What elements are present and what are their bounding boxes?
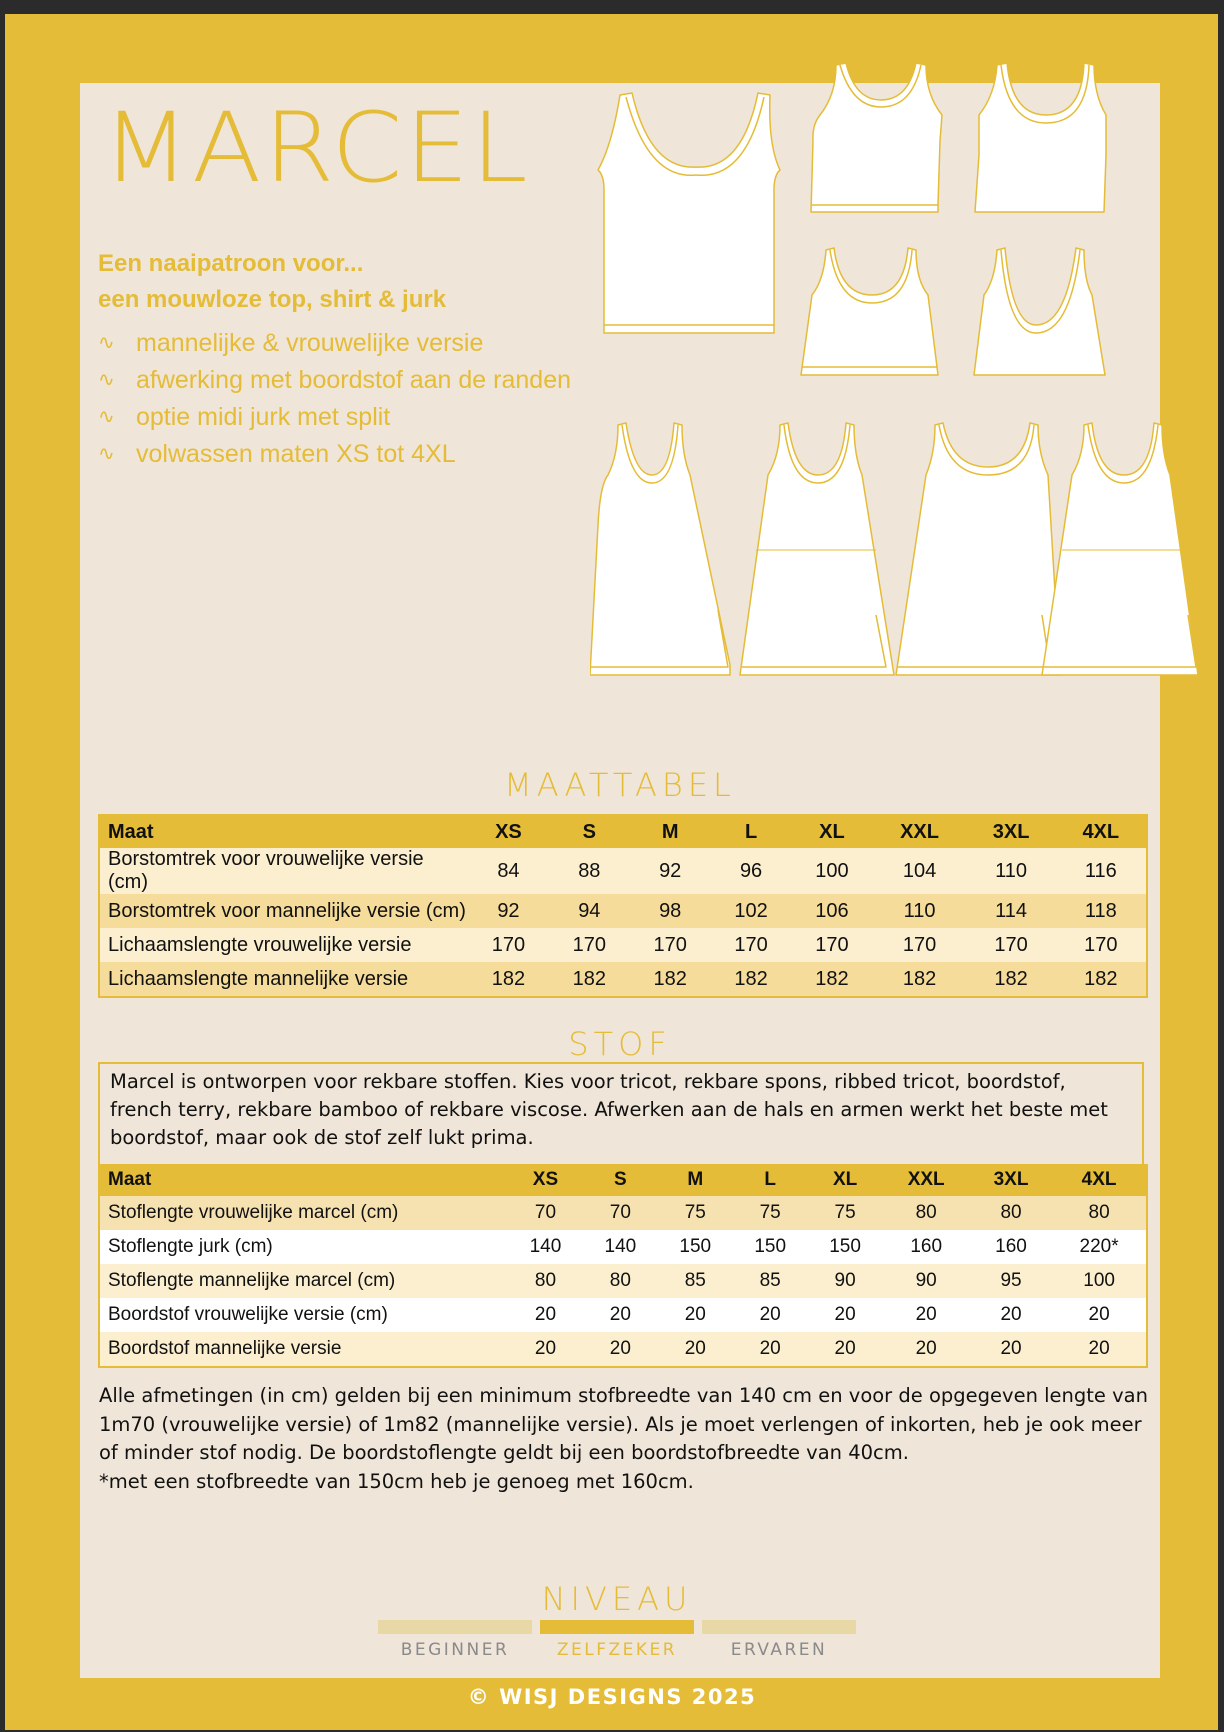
- table-cell: 85: [658, 1264, 733, 1298]
- table-cell: 20: [583, 1332, 658, 1367]
- table-cell: 140: [508, 1230, 583, 1264]
- garment-illustrations: [590, 55, 1200, 755]
- table-cell: 170: [792, 928, 873, 962]
- table-cell: Stoflengte jurk (cm): [99, 1230, 508, 1264]
- level-zelfzeker: [540, 1620, 694, 1660]
- table-cell: 90: [883, 1264, 970, 1298]
- table-cell: 20: [508, 1332, 583, 1367]
- wave-bullet-icon: ∿: [98, 406, 115, 428]
- mens-dress-back-illustration: [1042, 423, 1198, 675]
- table-cell: 92: [468, 894, 549, 928]
- table-cell: 170: [630, 928, 711, 962]
- fabric-footnote: *met een stofbreedte van 150cm heb je genoeg met 160cm.: [99, 1469, 694, 1493]
- table-header-cell: 4XL: [1056, 815, 1147, 848]
- feature-item: ∿ mannelijke & vrouwelijke versie: [98, 325, 571, 362]
- table-header-cell: 3XL: [967, 815, 1056, 848]
- table-header-row: [99, 1164, 1147, 1196]
- table-row: [99, 962, 1147, 997]
- table-cell: 20: [1052, 1332, 1147, 1367]
- table-cell: 160: [883, 1230, 970, 1264]
- level-indicator: [378, 1620, 856, 1660]
- level-label: ERVAREN: [730, 1640, 828, 1660]
- table-cell: 95: [970, 1264, 1052, 1298]
- table-header-cell: M: [658, 1164, 733, 1196]
- table-row: [99, 928, 1147, 962]
- table-header-cell: XS: [468, 815, 549, 848]
- table-cell: 20: [658, 1298, 733, 1332]
- dress-split-illustration: [590, 423, 730, 675]
- table-cell: Boordstof mannelijke versie: [99, 1332, 508, 1367]
- table-cell: 100: [1052, 1264, 1147, 1298]
- table-row: [99, 1196, 1147, 1230]
- table-row: [99, 1230, 1147, 1264]
- table-cell: 84: [468, 848, 549, 894]
- wave-bullet-icon: ∿: [98, 443, 115, 465]
- table-cell: 70: [508, 1196, 583, 1230]
- table-cell: 92: [630, 848, 711, 894]
- fabric-table: [98, 1164, 1148, 1368]
- table-header-row: [99, 815, 1147, 848]
- table-header-cell: S: [549, 815, 630, 848]
- table-cell: 80: [970, 1196, 1052, 1230]
- table-cell: 150: [658, 1230, 733, 1264]
- table-cell: 20: [583, 1298, 658, 1332]
- table-cell: 20: [883, 1298, 970, 1332]
- table-cell: 160: [970, 1230, 1052, 1264]
- copyright-footer: © WISJ DESIGNS 2025: [467, 1685, 757, 1709]
- table-cell: 20: [733, 1298, 808, 1332]
- table-header-cell: XL: [808, 1164, 883, 1196]
- table-cell: 102: [711, 894, 792, 928]
- table-cell: 140: [583, 1230, 658, 1264]
- table-header-cell: XXL: [883, 1164, 970, 1196]
- table-cell: 20: [808, 1298, 883, 1332]
- table-header-cell: L: [711, 815, 792, 848]
- table-cell: 98: [630, 894, 711, 928]
- table-cell: 104: [872, 848, 966, 894]
- table-header-cell: M: [630, 815, 711, 848]
- level-bar: [378, 1620, 532, 1634]
- table-cell: 182: [1056, 962, 1147, 997]
- table-row: [99, 1332, 1147, 1367]
- table-header-cell: 4XL: [1052, 1164, 1147, 1196]
- table-cell: 20: [883, 1332, 970, 1367]
- level-beginner: [378, 1620, 532, 1660]
- table-header-cell: S: [583, 1164, 658, 1196]
- table-cell: 94: [549, 894, 630, 928]
- table-cell: 150: [733, 1230, 808, 1264]
- table-cell: 80: [1052, 1196, 1147, 1230]
- fabric-note: Alle afmetingen (in cm) gelden bij een minimum stofbreedte van 140 cm en voor de opgegeven lengte van 1m70 (vrouwelijke versie) of 1m82 (mannelijke versie). Als je moet verlengen of inkorten, heb je ook meer of minder stof nodig. De boordstoflengte geldt bij een boordstofbreedte van 40cm.: [99, 1384, 1148, 1464]
- table-cell: 170: [711, 928, 792, 962]
- table-cell: 20: [733, 1332, 808, 1367]
- size-table: [98, 814, 1148, 998]
- fabric-notes: [99, 1382, 1159, 1496]
- table-cell: 80: [883, 1196, 970, 1230]
- table-cell: Boordstof vrouwelijke versie (cm): [99, 1298, 508, 1332]
- table-cell: 20: [808, 1332, 883, 1367]
- table-cell: 20: [1052, 1298, 1147, 1332]
- table-cell: 110: [967, 848, 1056, 894]
- womens-shirt-illustration: [801, 248, 938, 375]
- table-cell: 110: [872, 894, 966, 928]
- mens-tank-illustration: [598, 93, 780, 333]
- level-bar: [702, 1620, 856, 1634]
- table-cell: 118: [1056, 894, 1147, 928]
- table-cell: 182: [630, 962, 711, 997]
- table-cell: 20: [658, 1332, 733, 1367]
- table-header-cell: L: [733, 1164, 808, 1196]
- table-cell: 100: [792, 848, 873, 894]
- womens-top-back-illustration: [975, 63, 1106, 212]
- table-cell: Lichaamslengte mannelijke versie: [99, 962, 468, 997]
- level-title: NIVEAU: [541, 1580, 693, 1618]
- level-bar-selected: [540, 1620, 694, 1634]
- table-cell: 85: [733, 1264, 808, 1298]
- table-cell: 150: [808, 1230, 883, 1264]
- size-table-title: MAATTABEL: [504, 766, 736, 804]
- table-header-cell: XXL: [872, 815, 966, 848]
- subtitle-line-2: een mouwloze top, shirt & jurk: [98, 286, 447, 313]
- table-row: [99, 848, 1147, 894]
- table-header-cell: Maat: [99, 815, 468, 848]
- table-cell: Borstomtrek voor vrouwelijke versie (cm): [99, 848, 468, 894]
- table-header-cell: XL: [792, 815, 873, 848]
- table-cell: Borstomtrek voor mannelijke versie (cm): [99, 894, 468, 928]
- subtitle: [98, 246, 446, 318]
- table-cell: 170: [967, 928, 1056, 962]
- level-ervaren: [702, 1620, 856, 1660]
- table-cell: 182: [872, 962, 966, 997]
- level-label: BEGINNER: [400, 1640, 510, 1660]
- subtitle-line-1: Een naaipatroon voor...: [98, 250, 364, 277]
- table-cell: 80: [583, 1264, 658, 1298]
- table-cell: 182: [549, 962, 630, 997]
- table-cell: 182: [468, 962, 549, 997]
- feature-item: ∿ volwassen maten XS tot 4XL: [98, 436, 571, 473]
- table-cell: 75: [808, 1196, 883, 1230]
- table-cell: 220*: [1052, 1230, 1147, 1264]
- table-header-cell: Maat: [99, 1164, 508, 1196]
- table-cell: 88: [549, 848, 630, 894]
- table-cell: 20: [970, 1332, 1052, 1367]
- table-cell: 182: [711, 962, 792, 997]
- page-title: MARCEL: [102, 92, 530, 204]
- table-cell: 90: [808, 1264, 883, 1298]
- table-cell: 106: [792, 894, 873, 928]
- table-cell: 116: [1056, 848, 1147, 894]
- table-cell: 170: [1056, 928, 1147, 962]
- table-row: [99, 1298, 1147, 1332]
- wave-bullet-icon: ∿: [98, 332, 115, 354]
- table-cell: 182: [792, 962, 873, 997]
- wave-bullet-icon: ∿: [98, 369, 115, 391]
- table-cell: 170: [872, 928, 966, 962]
- table-cell: 96: [711, 848, 792, 894]
- table-cell: 80: [508, 1264, 583, 1298]
- table-cell: 20: [970, 1298, 1052, 1332]
- feature-list: [98, 325, 571, 473]
- table-cell: 182: [967, 962, 1056, 997]
- table-cell: 70: [583, 1196, 658, 1230]
- table-cell: Lichaamslengte vrouwelijke versie: [99, 928, 468, 962]
- table-cell: 170: [468, 928, 549, 962]
- table-header-cell: 3XL: [970, 1164, 1052, 1196]
- mens-dress-illustration: [896, 423, 1060, 675]
- table-cell: Stoflengte mannelijke marcel (cm): [99, 1264, 508, 1298]
- table-cell: Stoflengte vrouwelijke marcel (cm): [99, 1196, 508, 1230]
- table-cell: 114: [967, 894, 1056, 928]
- table-row: [99, 1264, 1147, 1298]
- feature-item: ∿ optie midi jurk met split: [98, 399, 571, 436]
- womens-top-illustration: [811, 63, 942, 212]
- table-cell: 170: [549, 928, 630, 962]
- level-label: ZELFZEKER: [556, 1640, 678, 1660]
- womens-shirt-back-illustration: [974, 248, 1105, 375]
- table-header-cell: XS: [508, 1164, 583, 1196]
- feature-item: ∿ afwerking met boordstof aan de randen: [98, 362, 571, 399]
- table-cell: 20: [508, 1298, 583, 1332]
- dress-illustration: [740, 423, 894, 675]
- fabric-title: STOF: [568, 1025, 672, 1063]
- table-cell: 75: [733, 1196, 808, 1230]
- table-cell: 75: [658, 1196, 733, 1230]
- table-row: [99, 894, 1147, 928]
- fabric-intro: Marcel is ontworpen voor rekbare stoffen. Kies voor tricot, rekbare spons, ribbed tricot, boordstof, french terry, rekbare bamboo of rekbare viscose. Afwerken aan de hals en armen werkt het beste met boordstof, maar ook de stof zelf lukt prima.: [98, 1062, 1144, 1164]
